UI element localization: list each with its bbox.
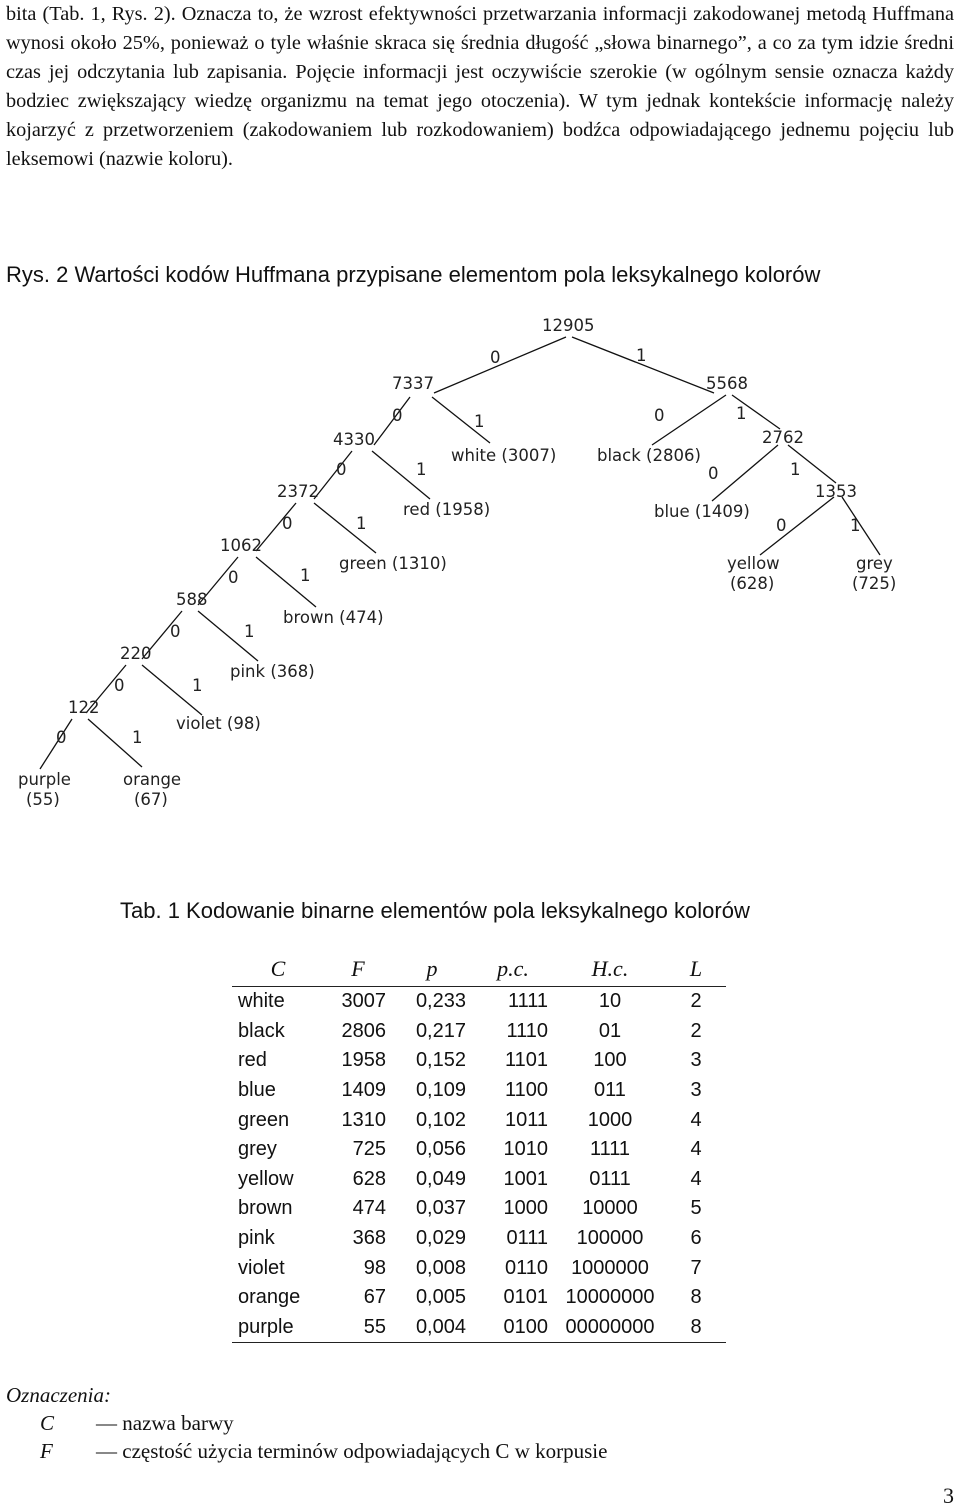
- cell: 10: [598, 990, 622, 1013]
- leaf-label: brown (474): [283, 608, 384, 627]
- node-label: 1353: [815, 482, 857, 501]
- cell: 98: [363, 1256, 386, 1279]
- cell: 2: [690, 990, 702, 1013]
- cell: 4: [690, 1167, 702, 1190]
- node-label: 7337: [392, 374, 434, 393]
- cell: red: [238, 1049, 267, 1072]
- cell: 7: [690, 1256, 702, 1279]
- node-label: 2762: [762, 428, 804, 447]
- bit-label: 1: [416, 460, 427, 479]
- bit-label: 0: [228, 568, 239, 587]
- cell: violet: [238, 1256, 285, 1279]
- cell: orange: [238, 1286, 301, 1309]
- leaf-label: green (1310): [339, 554, 447, 573]
- cell: 1000: [587, 1108, 633, 1131]
- cell: 1011: [504, 1108, 548, 1131]
- legend-item: [6, 1439, 608, 1467]
- cell: blue: [238, 1079, 276, 1102]
- bit-label: 1: [474, 412, 485, 431]
- legend-desc: — nazwa barwy: [96, 1411, 234, 1435]
- cell: 1001: [503, 1167, 548, 1190]
- cell: pink: [238, 1227, 275, 1250]
- leaf-label: black (2806): [597, 446, 701, 465]
- bit-label: 1: [132, 728, 143, 747]
- cell: 0101: [503, 1286, 548, 1309]
- cell: 0,217: [415, 1019, 466, 1042]
- body-paragraph: [6, 0, 954, 174]
- table-row: [232, 987, 726, 1017]
- col-header: p.c.: [472, 954, 554, 987]
- table-row: [232, 1313, 726, 1343]
- leaf-label: grey: [856, 554, 893, 573]
- node-label: 5568: [706, 374, 748, 393]
- bit-label: 1: [192, 676, 203, 695]
- cell: 1111: [589, 1138, 631, 1161]
- leaf-label: blue (1409): [654, 502, 750, 521]
- cell: 368: [352, 1227, 386, 1250]
- cell: 3007: [341, 990, 386, 1013]
- legend-desc: — częstość użycia terminów odpowiadających C w korpusie: [96, 1439, 608, 1463]
- table-row: [232, 1105, 726, 1135]
- cell: 1100: [504, 1079, 548, 1102]
- bit-label: 0: [392, 406, 403, 425]
- cell: 1110: [506, 1019, 548, 1042]
- cell: 6: [690, 1227, 702, 1250]
- cell: 3: [690, 1079, 702, 1102]
- edge: [314, 503, 376, 553]
- bit-label: 1: [636, 346, 647, 365]
- cell: 10000: [582, 1197, 638, 1220]
- huffman-tree-diagram: [0, 305, 960, 825]
- edge: [760, 497, 834, 555]
- cell: 0110: [504, 1256, 548, 1279]
- cell: 1000000: [571, 1256, 649, 1279]
- table-row: [232, 1135, 726, 1165]
- leaf-label: (55): [26, 790, 60, 809]
- legend-symbol: F: [40, 1439, 53, 1463]
- bit-label: 1: [300, 566, 311, 585]
- leaf-label: (725): [852, 574, 897, 593]
- cell: 2806: [341, 1019, 386, 1042]
- bit-label: 1: [736, 404, 747, 423]
- legend-symbol: C: [40, 1411, 55, 1435]
- cell: 0100: [472, 1313, 554, 1343]
- cell: 0,233: [415, 990, 466, 1013]
- cell: 4: [690, 1108, 702, 1131]
- bit-label: 0: [170, 622, 181, 641]
- cell: 2: [690, 1019, 702, 1042]
- table-row: [232, 1253, 726, 1283]
- cell: 0,109: [415, 1079, 466, 1102]
- table-row: [232, 1224, 726, 1254]
- huffman-table: [232, 954, 726, 1343]
- node-label: 4330: [333, 430, 375, 449]
- edge: [712, 445, 778, 501]
- cell: 0,004: [392, 1313, 472, 1343]
- cell: 0,102: [415, 1108, 466, 1131]
- bit-label: 1: [244, 622, 255, 641]
- cell: purple: [232, 1313, 324, 1343]
- cell: 5: [690, 1197, 702, 1220]
- leaf-label: (628): [730, 574, 775, 593]
- cell: 1409: [341, 1079, 386, 1102]
- bit-label: 0: [654, 406, 665, 425]
- cell: 725: [352, 1138, 386, 1161]
- bit-label: 0: [282, 514, 293, 533]
- edge: [842, 497, 880, 555]
- cell: 1101: [504, 1049, 548, 1072]
- bit-label: 0: [114, 676, 125, 695]
- figure-caption: Rys. 2 Wartości kodów Huffmana przypisane elementom pola leksykalnego kolorów: [6, 262, 821, 287]
- legend-item: [6, 1411, 234, 1439]
- cell: green: [238, 1108, 290, 1131]
- cell: 67: [363, 1286, 386, 1309]
- cell: 4: [690, 1138, 702, 1161]
- leaf-label: pink (368): [230, 662, 315, 681]
- legend-title: Oznaczenia:: [6, 1383, 111, 1407]
- bit-label: 0: [776, 516, 787, 535]
- cell: 0,049: [415, 1167, 466, 1190]
- leaf-label: purple: [18, 770, 71, 789]
- bit-label: 1: [356, 514, 367, 533]
- leaf-label: yellow: [727, 554, 780, 573]
- cell: 1000: [503, 1197, 548, 1220]
- cell: 01: [598, 1019, 622, 1042]
- table-row: [232, 1165, 726, 1195]
- cell: 00000000: [554, 1313, 666, 1343]
- cell: 100: [593, 1049, 627, 1072]
- leaf-label: orange: [123, 770, 182, 789]
- cell: 628: [352, 1167, 386, 1190]
- cell: 8: [666, 1313, 726, 1343]
- col-header: H.c.: [554, 954, 666, 987]
- node-label: 1062: [220, 536, 262, 555]
- cell: 0,152: [415, 1049, 466, 1072]
- leaf-label: white (3007): [451, 446, 557, 465]
- node-label: 122: [68, 698, 100, 717]
- leaf-label: (67): [134, 790, 168, 809]
- cell: 0,037: [415, 1197, 466, 1220]
- cell: 0,005: [415, 1286, 466, 1309]
- table-row: [232, 1194, 726, 1224]
- col-header: L: [666, 954, 726, 987]
- table-row: [232, 1017, 726, 1047]
- cell: 100000: [576, 1227, 644, 1250]
- bit-label: 0: [490, 348, 501, 367]
- leaf-label: red (1958): [403, 500, 491, 519]
- paragraph-text: bita (Tab. 1, Rys. 2). Oznacza to, że wzrost efektywności przetwarzania informacji zakodowanej metodą Huffmana wynosi około 25%, ponieważ o tyle właśnie skraca się średnia długość „słowa binarnego”, a co za tym idzie średni czas jej odczytania lub zapisania. Pojęcie informacji jest oczywiście szerokie (w ogólnym sensie oznacza każdy bodziec zwiększający wiedzę organizmu na temat jego otoczenia). W tym jednak kontekście informację należy kojarzyć z przetworzeniem (zakodowaniem lub rozkodowaniem) bodźca odpowiadającego jednemu pojęciu lub leksemowi (nazwie koloru).: [6, 3, 954, 170]
- cell: 8: [690, 1286, 702, 1309]
- cell: 011: [594, 1079, 626, 1102]
- bit-label: 0: [56, 728, 67, 747]
- cell: black: [238, 1019, 285, 1042]
- cell: 474: [352, 1197, 386, 1220]
- table-caption: Tab. 1 Kodowanie binarne elementów pola leksykalnego kolorów: [120, 898, 750, 923]
- cell: 3: [690, 1049, 702, 1072]
- node-label: 12905: [542, 316, 595, 335]
- cell: 55: [324, 1313, 392, 1343]
- table-header-row: [232, 954, 726, 987]
- node-label: 588: [176, 590, 208, 609]
- cell: 10000000: [565, 1286, 655, 1309]
- table-row: [232, 1283, 726, 1313]
- bit-label: 0: [708, 464, 719, 483]
- cell: 0111: [506, 1227, 548, 1250]
- cell: yellow: [238, 1167, 294, 1190]
- cell: 1958: [341, 1049, 386, 1072]
- cell: brown: [238, 1197, 293, 1220]
- bit-label: 0: [336, 460, 347, 479]
- bit-label: 1: [850, 516, 861, 535]
- cell: 1310: [341, 1108, 386, 1131]
- cell: grey: [238, 1138, 277, 1161]
- cell: 0,029: [415, 1227, 466, 1250]
- table-row: [232, 1046, 726, 1076]
- legend: [6, 1383, 608, 1467]
- cell: white: [238, 990, 285, 1013]
- col-header: C: [232, 954, 324, 987]
- cell: 0,056: [415, 1138, 466, 1161]
- leaf-label: violet (98): [176, 714, 261, 733]
- node-label: 220: [120, 644, 152, 663]
- cell: 0111: [589, 1167, 631, 1190]
- col-header: F: [324, 954, 392, 987]
- page-number: 3: [943, 1483, 954, 1508]
- cell: 1111: [507, 990, 548, 1013]
- bit-label: 1: [790, 460, 801, 479]
- col-header: p: [392, 954, 472, 987]
- cell: 1010: [503, 1138, 548, 1161]
- node-label: 2372: [277, 482, 319, 501]
- cell: 0,008: [415, 1256, 466, 1279]
- table-row: [232, 1076, 726, 1106]
